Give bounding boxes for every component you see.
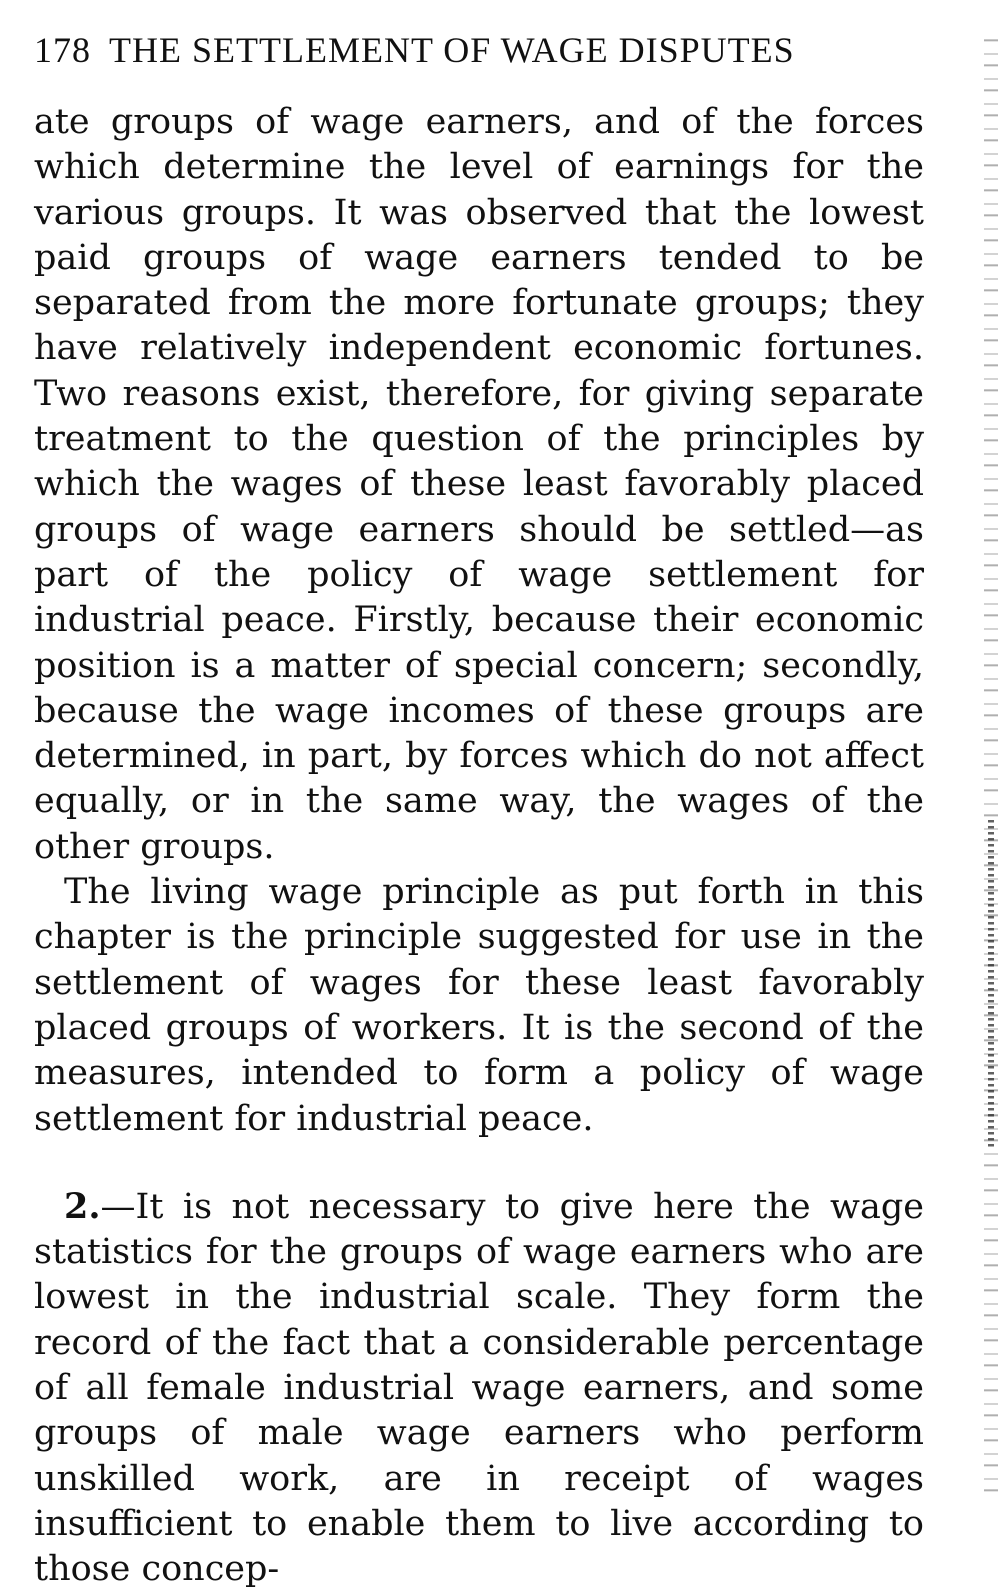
paragraph-continued: ate groups of wage earners, and of the forces which determine the level of earnings for the various groups. It was observed that the lowest paid groups of wage earners tended to be separated from the more fortunate groups; they have relatively independent economic fortunes. Two reasons exist, therefore, for giving separate treatment to the question of the principles by which the wages of these least favorably placed groups of wage earners should be settled—as part of the policy of wage settlement for industrial peace. Firstly, because their economic position is a matter of special concern; secondly, because the wage incomes of these groups are determined, in part, by forces which do not affect equally, or in the same way, the wages of the other groups. [34, 102, 924, 867]
section-paragraph [34, 1184, 924, 1593]
section-number: 2. [64, 1185, 101, 1227]
scan-edge-noise [984, 30, 998, 1500]
running-title: THE SETTLEMENT OF WAGE DISPUTES [109, 30, 795, 70]
scan-edge-shadow [988, 820, 994, 1150]
paragraph-living-wage: The living wage principle as put forth in this chapter is the principle suggested for use in the settlement of wages for these least favorably placed groups of workers. It is the second of the measures, intended to form a policy of wage settlement for industrial peace. [34, 872, 924, 1139]
section-text: —It is not necessary to give here the wage statistics for the groups of wage earners who are lowest in the industrial scale. They form the record of the fact that a considerable percentage of all female industrial wage earners, and some groups of male wage earners who perform unskilled work, are in receipt of wages insufficient to enable them to live according to those concep- [34, 1186, 924, 1590]
body-text [34, 100, 924, 1593]
running-header [34, 24, 924, 76]
page-number: 178 [34, 30, 91, 70]
